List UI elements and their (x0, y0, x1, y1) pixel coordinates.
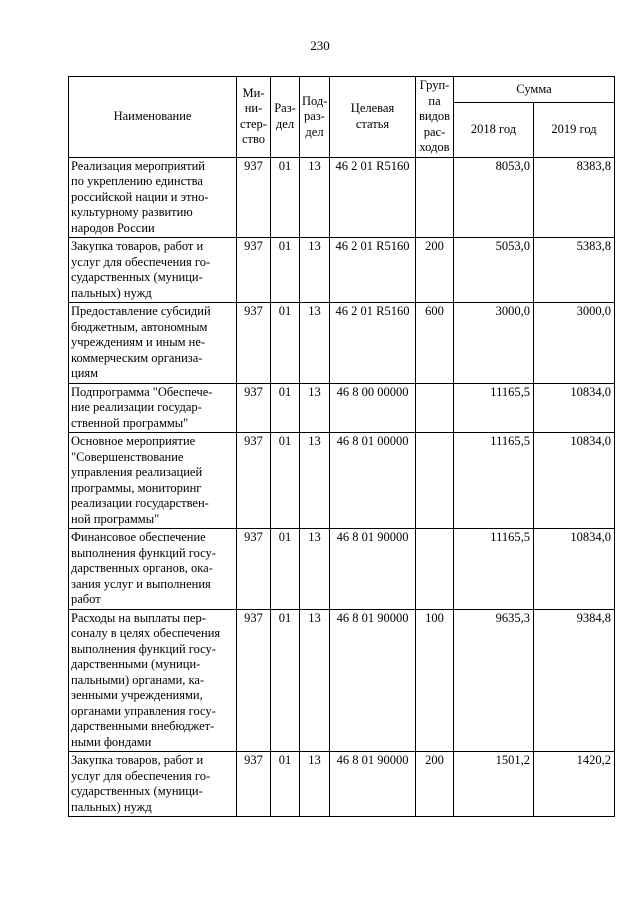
header-subsection: Под- раз- дел (300, 77, 330, 158)
row-ministry-cell: 937 (237, 433, 271, 529)
row-group-cell (416, 529, 454, 610)
row-target-cell: 46 8 01 90000 (330, 752, 416, 817)
row-subsection-cell: 13 (300, 238, 330, 303)
row-ministry-cell: 937 (237, 752, 271, 817)
table-row (69, 752, 615, 817)
row-2018-cell: 1501,2 (454, 752, 534, 817)
row-2019-cell: 9384,8 (534, 609, 615, 752)
row-2018-cell: 11165,5 (454, 433, 534, 529)
row-section-cell: 01 (271, 609, 300, 752)
row-name-cell: Основное мероприятие "Совершенствование управления реализацией программы, мониторинг реализации государствен- ной программы" (69, 433, 237, 529)
row-2019-cell: 10834,0 (534, 529, 615, 610)
row-2018-cell: 8053,0 (454, 157, 534, 238)
row-subsection-cell: 13 (300, 303, 330, 384)
page-number: 230 (310, 38, 330, 53)
row-subsection-cell: 13 (300, 383, 330, 433)
header-year-2018: 2018 год (454, 102, 534, 157)
row-ministry-cell: 937 (237, 303, 271, 384)
budget-table (68, 76, 615, 817)
table-row (69, 433, 615, 529)
row-2018-cell: 11165,5 (454, 529, 534, 610)
table-row (69, 157, 615, 238)
row-target-cell: 46 8 00 00000 (330, 383, 416, 433)
header-section: Раз- дел (271, 77, 300, 158)
row-group-cell (416, 433, 454, 529)
row-2019-cell: 3000,0 (534, 303, 615, 384)
header-sum: Сумма (454, 77, 615, 103)
row-name-cell: Закупка товаров, работ и услуг для обеспечения го- сударственных (муници- пальных) нужд (69, 238, 237, 303)
table-row (69, 383, 615, 433)
row-section-cell: 01 (271, 157, 300, 238)
row-2018-cell: 3000,0 (454, 303, 534, 384)
header-name: Наименование (69, 77, 237, 158)
row-2018-cell: 5053,0 (454, 238, 534, 303)
row-target-cell: 46 2 01 R5160 (330, 303, 416, 384)
row-subsection-cell: 13 (300, 752, 330, 817)
row-target-cell: 46 2 01 R5160 (330, 238, 416, 303)
row-2019-cell: 1420,2 (534, 752, 615, 817)
row-2019-cell: 5383,8 (534, 238, 615, 303)
table-row (69, 238, 615, 303)
row-2019-cell: 10834,0 (534, 433, 615, 529)
header-year-2019: 2019 год (534, 102, 615, 157)
row-2019-cell: 10834,0 (534, 383, 615, 433)
row-2018-cell: 11165,5 (454, 383, 534, 433)
row-group-cell: 600 (416, 303, 454, 384)
row-target-cell: 46 8 01 90000 (330, 529, 416, 610)
row-ministry-cell: 937 (237, 383, 271, 433)
table-row (69, 303, 615, 384)
row-target-cell: 46 8 01 90000 (330, 609, 416, 752)
row-subsection-cell: 13 (300, 529, 330, 610)
row-name-cell: Финансовое обеспечение выполнения функций госу- дарственных органов, ока- зания услуг и выполнения работ (69, 529, 237, 610)
row-ministry-cell: 937 (237, 529, 271, 610)
row-group-cell: 200 (416, 752, 454, 817)
row-section-cell: 01 (271, 752, 300, 817)
table-row (69, 609, 615, 752)
row-name-cell: Подпрограмма "Обеспече- ние реализации государ- ственной программы" (69, 383, 237, 433)
row-group-cell (416, 157, 454, 238)
row-section-cell: 01 (271, 383, 300, 433)
row-name-cell: Расходы на выплаты пер- соналу в целях обеспечения выполнения функций госу- дарственными (муници- пальными) органами, ка- зенными учреждениями, органами управления госу- дарственными внебюджет- ными фондами (69, 609, 237, 752)
header-expense-group: Груп- па видов рас- ходов (416, 77, 454, 158)
row-section-cell: 01 (271, 238, 300, 303)
row-ministry-cell: 937 (237, 609, 271, 752)
table-body (69, 157, 615, 817)
row-name-cell: Закупка товаров, работ и услуг для обеспечения го- сударственных (муници- пальных) нужд (69, 752, 237, 817)
row-group-cell: 200 (416, 238, 454, 303)
header-ministry: Ми- ни- стер- ство (237, 77, 271, 158)
row-ministry-cell: 937 (237, 238, 271, 303)
row-target-cell: 46 8 01 00000 (330, 433, 416, 529)
row-section-cell: 01 (271, 529, 300, 610)
table-row (69, 529, 615, 610)
row-group-cell (416, 383, 454, 433)
row-subsection-cell: 13 (300, 609, 330, 752)
row-section-cell: 01 (271, 303, 300, 384)
header-target-article: Целевая статья (330, 77, 416, 158)
row-2019-cell: 8383,8 (534, 157, 615, 238)
row-name-cell: Реализация мероприятий по укреплению единства российской нации и этно- культурному развитию народов России (69, 157, 237, 238)
row-section-cell: 01 (271, 433, 300, 529)
row-name-cell: Предоставление субсидий бюджетным, автономным учреждениям и иным не- коммерческим организа- циям (69, 303, 237, 384)
row-subsection-cell: 13 (300, 433, 330, 529)
row-group-cell: 100 (416, 609, 454, 752)
row-2018-cell: 9635,3 (454, 609, 534, 752)
row-subsection-cell: 13 (300, 157, 330, 238)
row-ministry-cell: 937 (237, 157, 271, 238)
row-target-cell: 46 2 01 R5160 (330, 157, 416, 238)
